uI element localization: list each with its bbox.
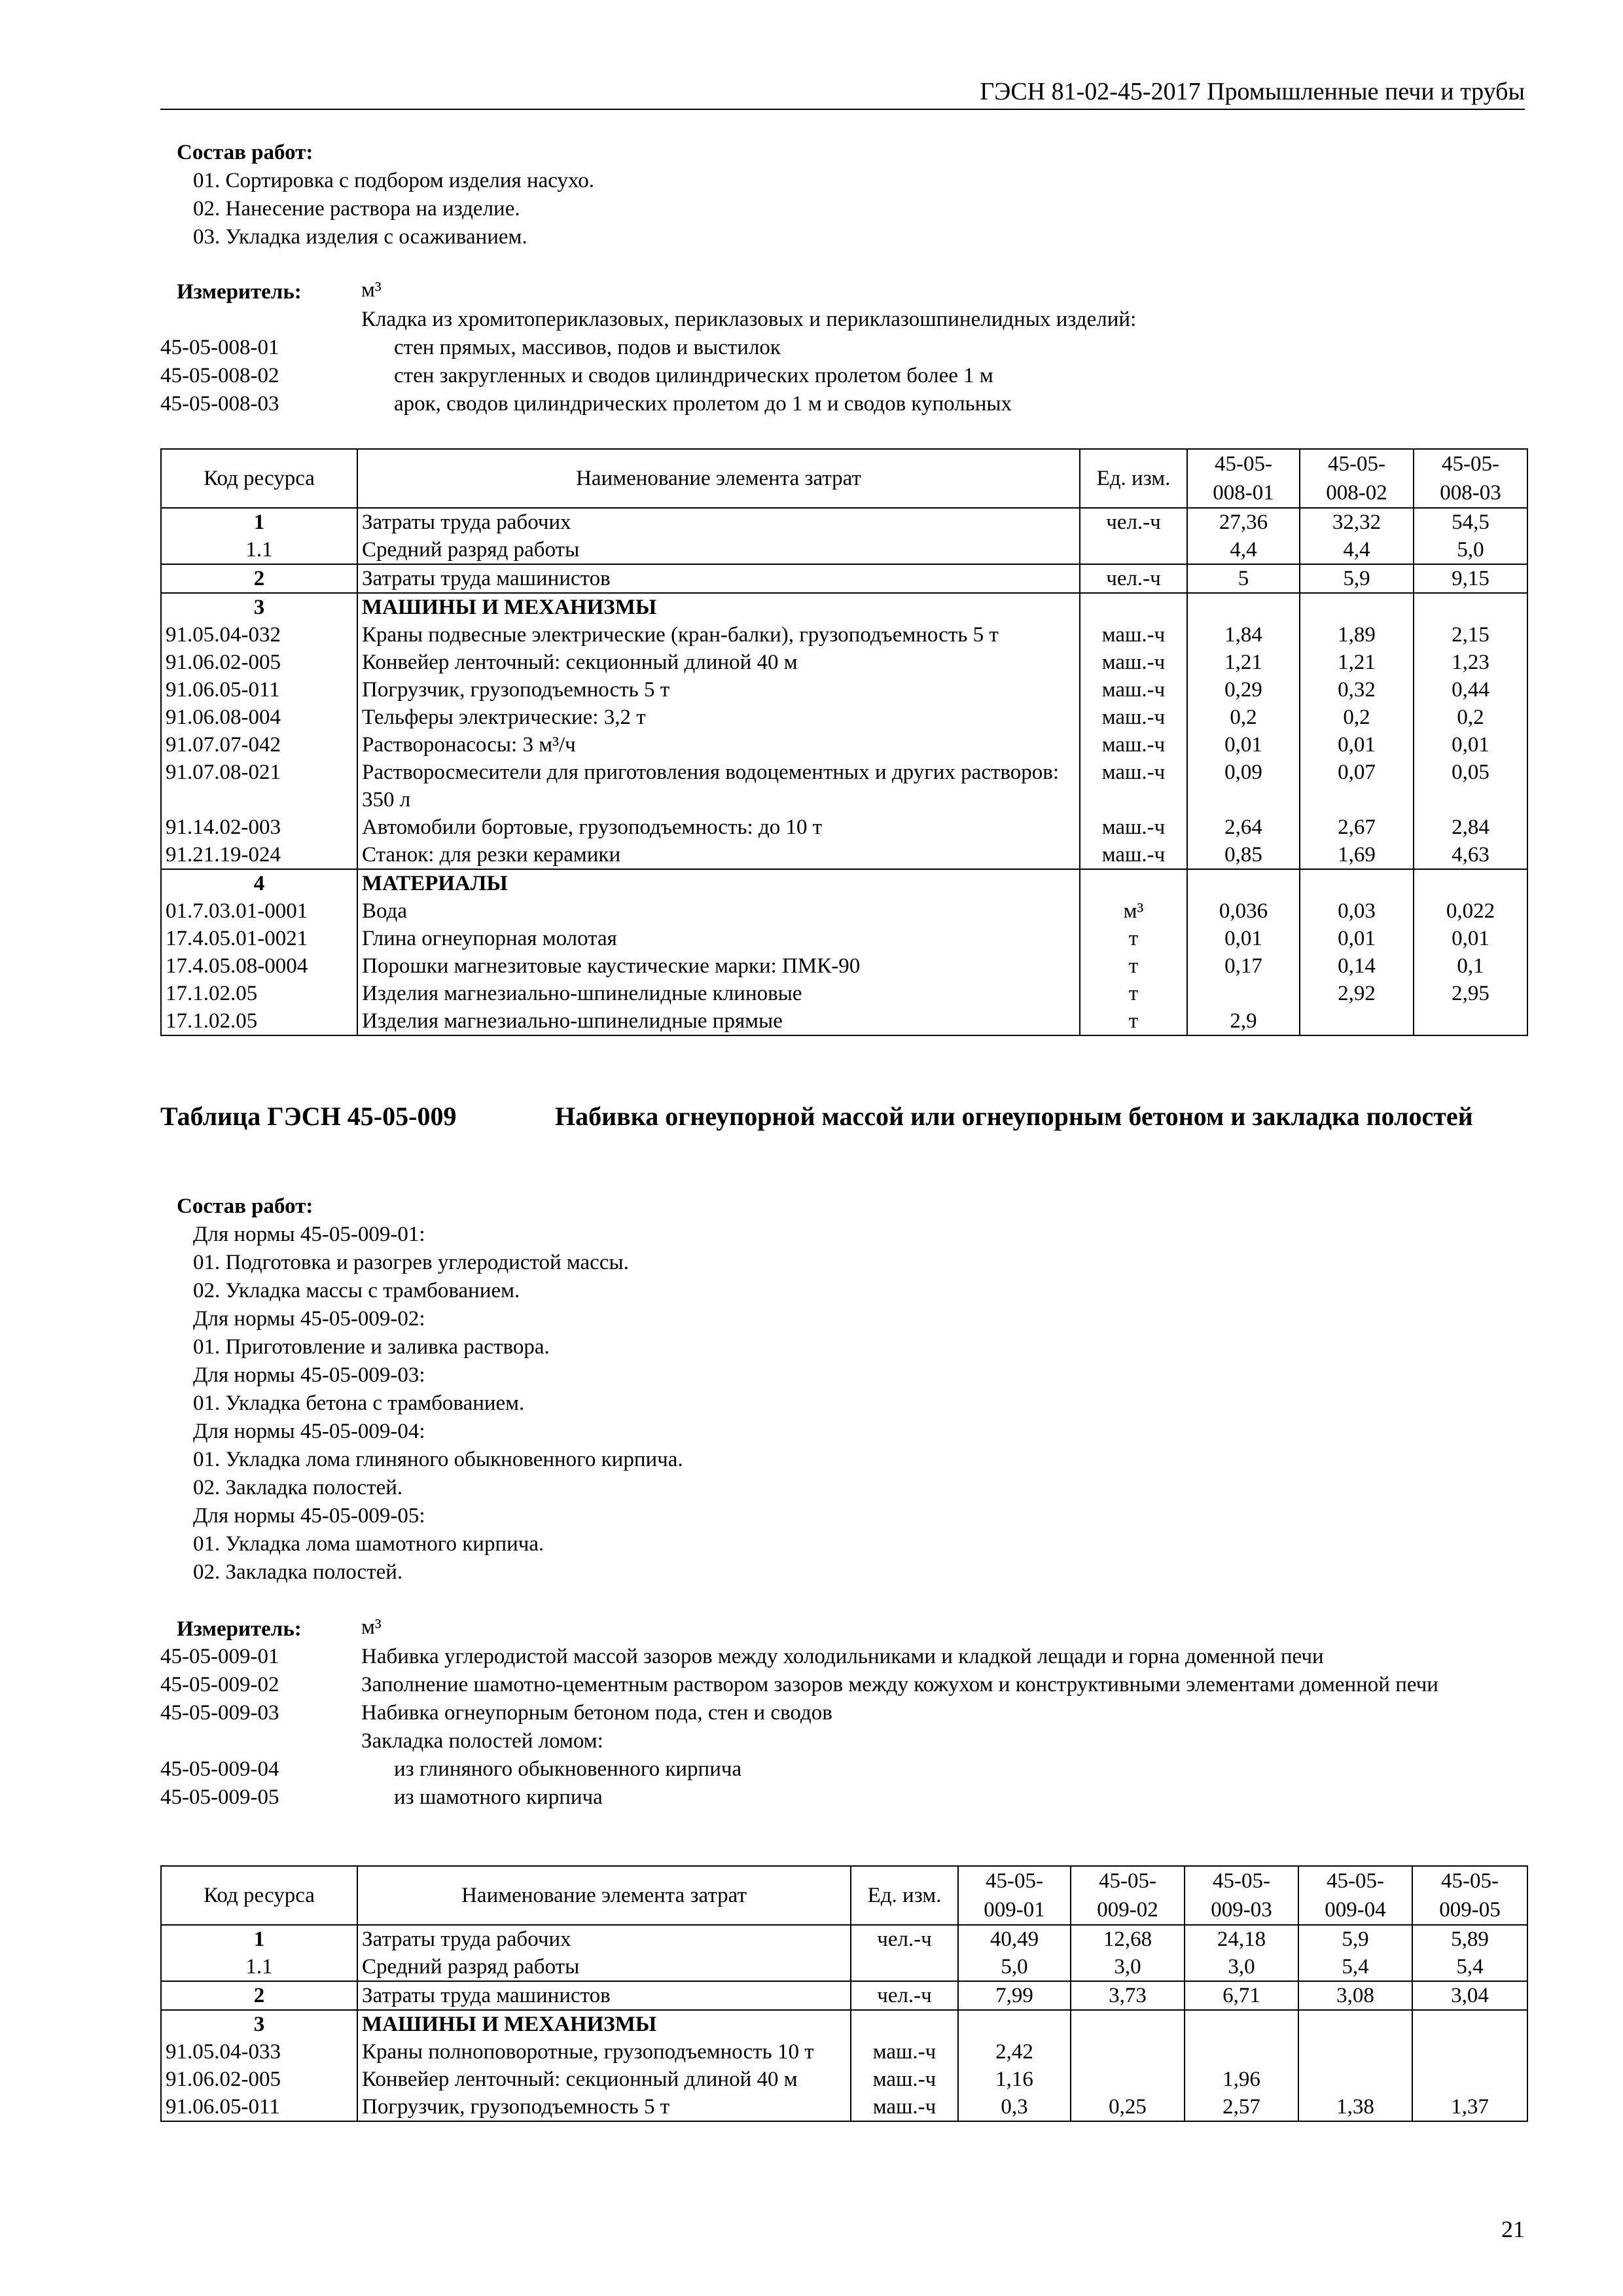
resource-value — [1414, 593, 1527, 621]
resource-unit: маш.-ч — [1080, 649, 1187, 676]
resource-value: 5,0 — [1414, 536, 1527, 564]
resource-value: 5,4 — [1298, 1953, 1412, 1981]
resource-code: 3 — [161, 2010, 357, 2038]
header-title: ГЭСН 81-02-45-2017 Промышленные печи и трубы — [980, 78, 1525, 105]
resource-name: Погрузчик, грузоподъемность 5 т — [357, 676, 1080, 704]
header-norm: 45-05- 009-05 — [1412, 1866, 1527, 1925]
izm-value-1: м³ — [361, 278, 382, 302]
resource-value — [1412, 2010, 1527, 2038]
norm-description: стен закругленных и сводов цилиндрических пролетом более 1 м — [394, 364, 993, 387]
resource-code: 91.05.04-033 — [161, 2038, 357, 2066]
norm-description: стен прямых, массивов, подов и выстилок — [394, 336, 781, 359]
work-item: 01. Укладка лома глиняного обыкновенного кирпича. — [193, 1448, 683, 1471]
resource-value — [1187, 593, 1300, 621]
resource-value — [1187, 980, 1300, 1007]
table-row — [161, 508, 1527, 536]
resource-value: 54,5 — [1414, 508, 1527, 536]
header-norm: 45-05- 009-02 — [1071, 1866, 1185, 1925]
resource-value: 0,01 — [1414, 731, 1527, 759]
resource-name: Вода — [357, 897, 1080, 925]
norm-code: 45-05-009-02 — [160, 1673, 279, 1696]
resource-value — [1185, 2038, 1298, 2066]
izm-label-2: Измеритель: — [177, 1617, 302, 1641]
resource-table-1 — [160, 448, 1528, 1036]
resource-name: Конвейер ленточный: секционный длиной 40 м — [357, 2066, 851, 2093]
resource-code: 1.1 — [161, 1953, 357, 1981]
table2-title: Набивка огнеупорной массой или огнеупорным бетоном и закладка полостей — [555, 1102, 1473, 1131]
resource-value: 12,68 — [1071, 1925, 1185, 1953]
header-norm: 45-05- 008-02 — [1300, 449, 1414, 508]
resource-value: 0,25 — [1071, 2093, 1185, 2121]
resource-value: 2,84 — [1414, 814, 1527, 841]
table-row — [161, 704, 1527, 731]
resource-code: 91.07.08-021 — [161, 759, 357, 814]
resource-unit: чел.-ч — [1080, 564, 1187, 593]
izm-label-1: Измеритель: — [177, 280, 302, 304]
norm-description: арок, сводов цилиндрических пролетом до 1 м и сводов купольных — [394, 392, 1012, 416]
work-item: 01. Приготовление и заливка раствора. — [193, 1335, 550, 1359]
code-row — [160, 1727, 1522, 1755]
table-row — [161, 980, 1527, 1007]
resource-value — [1071, 2066, 1185, 2093]
resource-code: 17.1.02.05 — [161, 1007, 357, 1035]
table-row — [161, 897, 1527, 925]
norm-code: 45-05-009-05 — [160, 1785, 279, 1809]
resource-value — [1071, 2038, 1185, 2066]
resource-value: 32,32 — [1300, 508, 1414, 536]
resource-value: 6,71 — [1185, 1981, 1298, 2010]
resource-code: 1.1 — [161, 536, 357, 564]
table-row — [161, 2066, 1527, 2093]
resource-value: 5,9 — [1298, 1925, 1412, 1953]
resource-value: 1,89 — [1300, 621, 1414, 649]
resource-name: Порошки магнезитовые каустические марки: ПМК-90 — [357, 952, 1080, 980]
table-row — [161, 2093, 1527, 2121]
table-row — [161, 1925, 1527, 1953]
resource-value: 0,01 — [1300, 731, 1414, 759]
resource-name: Погрузчик, грузоподъемность 5 т — [357, 2093, 851, 2121]
code-row — [160, 1784, 1522, 1812]
header-unit: Ед. изм. — [1080, 449, 1187, 508]
resource-value — [1412, 2066, 1527, 2093]
resource-name: Средний разряд работы — [357, 536, 1080, 564]
resource-code: 91.06.08-004 — [161, 704, 357, 731]
resource-code: 01.7.03.01-0001 — [161, 897, 357, 925]
resource-unit: т — [1080, 925, 1187, 952]
resource-code: 91.21.19-024 — [161, 841, 357, 869]
resource-name: Краны полноповоротные, грузоподъемность 10 т — [357, 2038, 851, 2066]
resource-value: 5,4 — [1412, 1953, 1527, 1981]
resource-value: 1,37 — [1412, 2093, 1527, 2121]
resource-value: 2,9 — [1187, 1007, 1300, 1035]
header-norm: 45-05- 009-03 — [1185, 1866, 1298, 1925]
resource-name: Растворонасосы: 3 м³/ч — [357, 731, 1080, 759]
resource-unit: маш.-ч — [851, 2066, 958, 2093]
resource-value — [1298, 2066, 1412, 2093]
resource-value — [1300, 869, 1414, 897]
resource-value: 0,44 — [1414, 676, 1527, 704]
izm-value-2: м³ — [361, 1615, 382, 1639]
resource-value: 0,01 — [1300, 925, 1414, 952]
resource-name: Затраты труда машинистов — [357, 564, 1080, 593]
header-norm: 45-05- 008-01 — [1187, 449, 1300, 508]
resource-value: 2,57 — [1185, 2093, 1298, 2121]
header-norm: 45-05- 008-03 — [1414, 449, 1527, 508]
table-row — [161, 925, 1527, 952]
resource-name: Глина огнеупорная молотая — [357, 925, 1080, 952]
table-row — [161, 1007, 1527, 1035]
work-item: Для нормы 45-05-009-02: — [193, 1307, 425, 1331]
resource-unit: маш.-ч — [851, 2038, 958, 2066]
header-code: Код ресурса — [161, 449, 357, 508]
resource-unit — [851, 1953, 958, 1981]
table-row — [161, 676, 1527, 704]
resource-value: 2,67 — [1300, 814, 1414, 841]
resource-value: 1,21 — [1187, 649, 1300, 676]
resource-value — [1185, 2010, 1298, 2038]
resource-name: Краны подвесные электрические (кран-балки), грузоподъемность 5 т — [357, 621, 1080, 649]
resource-code: 91.14.02-003 — [161, 814, 357, 841]
resource-value: 0,1 — [1414, 952, 1527, 980]
resource-value: 0,2 — [1187, 704, 1300, 731]
resource-unit: т — [1080, 1007, 1187, 1035]
work-item: 03. Укладка изделия с осаживанием. — [193, 225, 527, 249]
resource-value: 1,96 — [1185, 2066, 1298, 2093]
norm-description: из глиняного обыкновенного кирпича — [394, 1757, 742, 1781]
work-item: Для нормы 45-05-009-05: — [193, 1504, 425, 1528]
resource-value: 0,85 — [1187, 841, 1300, 869]
resource-unit — [1080, 869, 1187, 897]
norm-description: Заполнение шамотно-цементным раствором зазоров между кожухом и конструктивными элементами доменной печи — [361, 1673, 1438, 1696]
work-item: 01. Подготовка и разогрев углеродистой массы. — [193, 1251, 629, 1274]
resource-value: 4,4 — [1187, 536, 1300, 564]
table-row — [161, 869, 1527, 897]
resource-value: 2,42 — [958, 2038, 1071, 2066]
resource-value: 2,95 — [1414, 980, 1527, 1007]
code-row — [160, 1699, 1522, 1727]
resource-code: 91.05.04-032 — [161, 621, 357, 649]
resource-unit: чел.-ч — [851, 1925, 958, 1953]
resource-unit — [1080, 593, 1187, 621]
resource-name: МАШИНЫ И МЕХАНИЗМЫ — [357, 2010, 851, 2038]
resource-value: 0,2 — [1300, 704, 1414, 731]
table-row — [161, 1981, 1527, 2010]
group-label-1: Кладка из хромитопериклазовых, периклазовых и периклазошпинелидных изделий: — [361, 308, 1137, 331]
resource-value: 2,64 — [1187, 814, 1300, 841]
resource-value: 1,21 — [1300, 649, 1414, 676]
resource-unit: маш.-ч — [851, 2093, 958, 2121]
resource-value: 0,05 — [1414, 759, 1527, 814]
resource-code: 4 — [161, 869, 357, 897]
resource-value: 1,84 — [1187, 621, 1300, 649]
resource-value: 3,73 — [1071, 1981, 1185, 2010]
work-item: 02. Нанесение раствора на изделие. — [193, 197, 520, 221]
header-norm: 45-05- 009-01 — [958, 1866, 1071, 1925]
code-row — [160, 1755, 1522, 1784]
resource-value: 0,022 — [1414, 897, 1527, 925]
resource-value: 3,04 — [1412, 1981, 1527, 2010]
resource-value: 0,03 — [1300, 897, 1414, 925]
resource-value — [1300, 593, 1414, 621]
work-item: 02. Закладка полостей. — [193, 1560, 403, 1584]
norm-code — [160, 1727, 361, 1755]
work-item: 01. Сортировка с подбором изделия насухо. — [193, 169, 594, 192]
resource-value: 0,17 — [1187, 952, 1300, 980]
resource-unit: маш.-ч — [1080, 731, 1187, 759]
code-row — [160, 1671, 1522, 1699]
table-row — [161, 593, 1527, 621]
resource-value: 0,01 — [1414, 925, 1527, 952]
resource-value: 1,69 — [1300, 841, 1414, 869]
resource-name: Конвейер ленточный: секционный длиной 40 м — [357, 649, 1080, 676]
resource-value — [1414, 1007, 1527, 1035]
resource-value: 1,16 — [958, 2066, 1071, 2093]
resource-unit: чел.-ч — [1080, 508, 1187, 536]
resource-value: 27,36 — [1187, 508, 1300, 536]
resource-value: 0,14 — [1300, 952, 1414, 980]
section2-works — [177, 1193, 683, 1587]
work-item: Для нормы 45-05-009-01: — [193, 1223, 425, 1246]
resource-unit: маш.-ч — [1080, 841, 1187, 869]
resource-value: 1,38 — [1298, 2093, 1412, 2121]
resource-name: Станок: для резки керамики — [357, 841, 1080, 869]
resource-unit: т — [1080, 952, 1187, 980]
work-item: 01. Укладка бетона с трамбованием. — [193, 1391, 525, 1415]
resource-value: 0,01 — [1187, 731, 1300, 759]
resource-value: 9,15 — [1414, 564, 1527, 593]
sostav-label-2: Состав работ: — [177, 1194, 313, 1218]
resource-value: 0,09 — [1187, 759, 1300, 814]
resource-code: 17.4.05.01-0021 — [161, 925, 357, 952]
code-row — [160, 1643, 1522, 1671]
norm-description: Набивка огнеупорным бетоном пода, стен и сводов — [361, 1701, 832, 1725]
resource-unit — [851, 2010, 958, 2038]
resource-name: Тельферы электрические: 3,2 т — [357, 704, 1080, 731]
resource-value — [958, 2010, 1071, 2038]
resource-value — [1298, 2010, 1412, 2038]
table-row — [161, 2010, 1527, 2038]
code-row — [160, 334, 1469, 362]
resource-unit: чел.-ч — [851, 1981, 958, 2010]
resource-value: 0,32 — [1300, 676, 1414, 704]
resource-value: 3,0 — [1071, 1953, 1185, 1981]
resource-value — [1414, 869, 1527, 897]
resource-value — [1412, 2038, 1527, 2066]
work-item: 02. Закладка полостей. — [193, 1476, 403, 1499]
resource-code: 91.06.02-005 — [161, 2066, 357, 2093]
resource-name: Автомобили бортовые, грузоподъемность: до 10 т — [357, 814, 1080, 841]
resource-value — [1298, 2038, 1412, 2066]
resource-value: 4,4 — [1300, 536, 1414, 564]
norm-code: 45-05-009-01 — [160, 1645, 279, 1668]
resource-value: 5,0 — [958, 1953, 1071, 1981]
table-row — [161, 536, 1527, 564]
resource-unit: маш.-ч — [1080, 814, 1187, 841]
norm-code: 45-05-008-02 — [160, 364, 279, 387]
norm-description: Набивка углеродистой массой зазоров между холодильниками и кладкой лещади и горна доменной печи — [361, 1645, 1324, 1668]
norm-code: 45-05-009-04 — [160, 1757, 279, 1781]
resource-code: 91.07.07-042 — [161, 731, 357, 759]
resource-value: 5,89 — [1412, 1925, 1527, 1953]
work-item: Для нормы 45-05-009-03: — [193, 1363, 425, 1387]
resource-name: Затраты труда рабочих — [357, 508, 1080, 536]
resource-value: 24,18 — [1185, 1925, 1298, 1953]
norm-description: Закладка полостей ломом: — [361, 1729, 603, 1753]
resource-value: 4,63 — [1414, 841, 1527, 869]
resource-value: 2,92 — [1300, 980, 1414, 1007]
resource-name: Изделия магнезиально-шпинелидные прямые — [357, 1007, 1080, 1035]
resource-value: 3,0 — [1185, 1953, 1298, 1981]
code-row — [160, 362, 1469, 390]
resource-value: 5 — [1187, 564, 1300, 593]
code-row — [160, 390, 1469, 418]
header-unit: Ед. изм. — [851, 1866, 958, 1925]
work-item: 02. Укладка массы с трамбованием. — [193, 1279, 520, 1302]
resource-code: 17.4.05.08-0004 — [161, 952, 357, 980]
table2-number: Таблица ГЭСН 45-05-009 — [160, 1102, 457, 1131]
resource-value: 5,9 — [1300, 564, 1414, 593]
code-list-1 — [160, 334, 1469, 418]
resource-value — [1187, 869, 1300, 897]
resource-value: 0,29 — [1187, 676, 1300, 704]
resource-unit: т — [1080, 980, 1187, 1007]
header-norm: 45-05- 009-04 — [1298, 1866, 1412, 1925]
header-name: Наименование элемента затрат — [357, 449, 1080, 508]
table-row — [161, 649, 1527, 676]
work-item: Для нормы 45-05-009-04: — [193, 1420, 425, 1443]
resource-unit: маш.-ч — [1080, 676, 1187, 704]
resource-value: 40,49 — [958, 1925, 1071, 1953]
resource-name: МАШИНЫ И МЕХАНИЗМЫ — [357, 593, 1080, 621]
resource-unit: маш.-ч — [1080, 621, 1187, 649]
resource-code: 1 — [161, 508, 357, 536]
resource-unit: маш.-ч — [1080, 704, 1187, 731]
resource-name: Изделия магнезиально-шпинелидные клиновые — [357, 980, 1080, 1007]
norm-code: 45-05-008-01 — [160, 336, 279, 359]
resource-name: Затраты труда машинистов — [357, 1981, 851, 2010]
resource-unit: м³ — [1080, 897, 1187, 925]
header-name: Наименование элемента затрат — [357, 1866, 851, 1925]
resource-value: 0,3 — [958, 2093, 1071, 2121]
resource-table-2 — [160, 1865, 1528, 2122]
table-row — [161, 952, 1527, 980]
resource-code: 91.06.05-011 — [161, 676, 357, 704]
sostav-label: Состав работ: — [177, 141, 313, 164]
table-row — [161, 621, 1527, 649]
resource-code: 91.06.05-011 — [161, 2093, 357, 2121]
resource-value — [1071, 2010, 1185, 2038]
header-code: Код ресурса — [161, 1866, 357, 1925]
resource-code: 3 — [161, 593, 357, 621]
page-header — [160, 77, 1525, 110]
resource-value: 7,99 — [958, 1981, 1071, 2010]
resource-value: 0,2 — [1414, 704, 1527, 731]
resource-code: 91.06.02-005 — [161, 649, 357, 676]
table-row — [161, 841, 1527, 869]
norm-description: из шамотного кирпича — [394, 1785, 603, 1809]
section1-works — [177, 139, 594, 251]
resource-name: Растворосмесители для приготовления водоцементных и других растворов: 350 л — [357, 759, 1080, 814]
resource-value: 1,23 — [1414, 649, 1527, 676]
resource-code: 1 — [161, 1925, 357, 1953]
resource-value: 3,08 — [1298, 1981, 1412, 2010]
resource-name: Затраты труда рабочих — [357, 1925, 851, 1953]
resource-value: 0,07 — [1300, 759, 1414, 814]
table-row — [161, 759, 1527, 814]
resource-code: 2 — [161, 1981, 357, 2010]
resource-value — [1300, 1007, 1414, 1035]
table-row — [161, 731, 1527, 759]
code-list-2 — [160, 1643, 1522, 1812]
resource-code: 2 — [161, 564, 357, 593]
resource-code: 17.1.02.05 — [161, 980, 357, 1007]
resource-unit — [1080, 536, 1187, 564]
table-row — [161, 814, 1527, 841]
resource-value: 0,036 — [1187, 897, 1300, 925]
work-item: 01. Укладка лома шамотного кирпича. — [193, 1532, 544, 1556]
table-row — [161, 1953, 1527, 1981]
resource-value: 2,15 — [1414, 621, 1527, 649]
norm-code: 45-05-008-03 — [160, 392, 279, 416]
resource-name: МАТЕРИАЛЫ — [357, 869, 1080, 897]
page-number: 21 — [1501, 2216, 1525, 2242]
resource-value: 0,01 — [1187, 925, 1300, 952]
table-row — [161, 2038, 1527, 2066]
resource-unit: маш.-ч — [1080, 759, 1187, 814]
resource-name: Средний разряд работы — [357, 1953, 851, 1981]
norm-code: 45-05-009-03 — [160, 1701, 279, 1725]
table-row — [161, 564, 1527, 593]
